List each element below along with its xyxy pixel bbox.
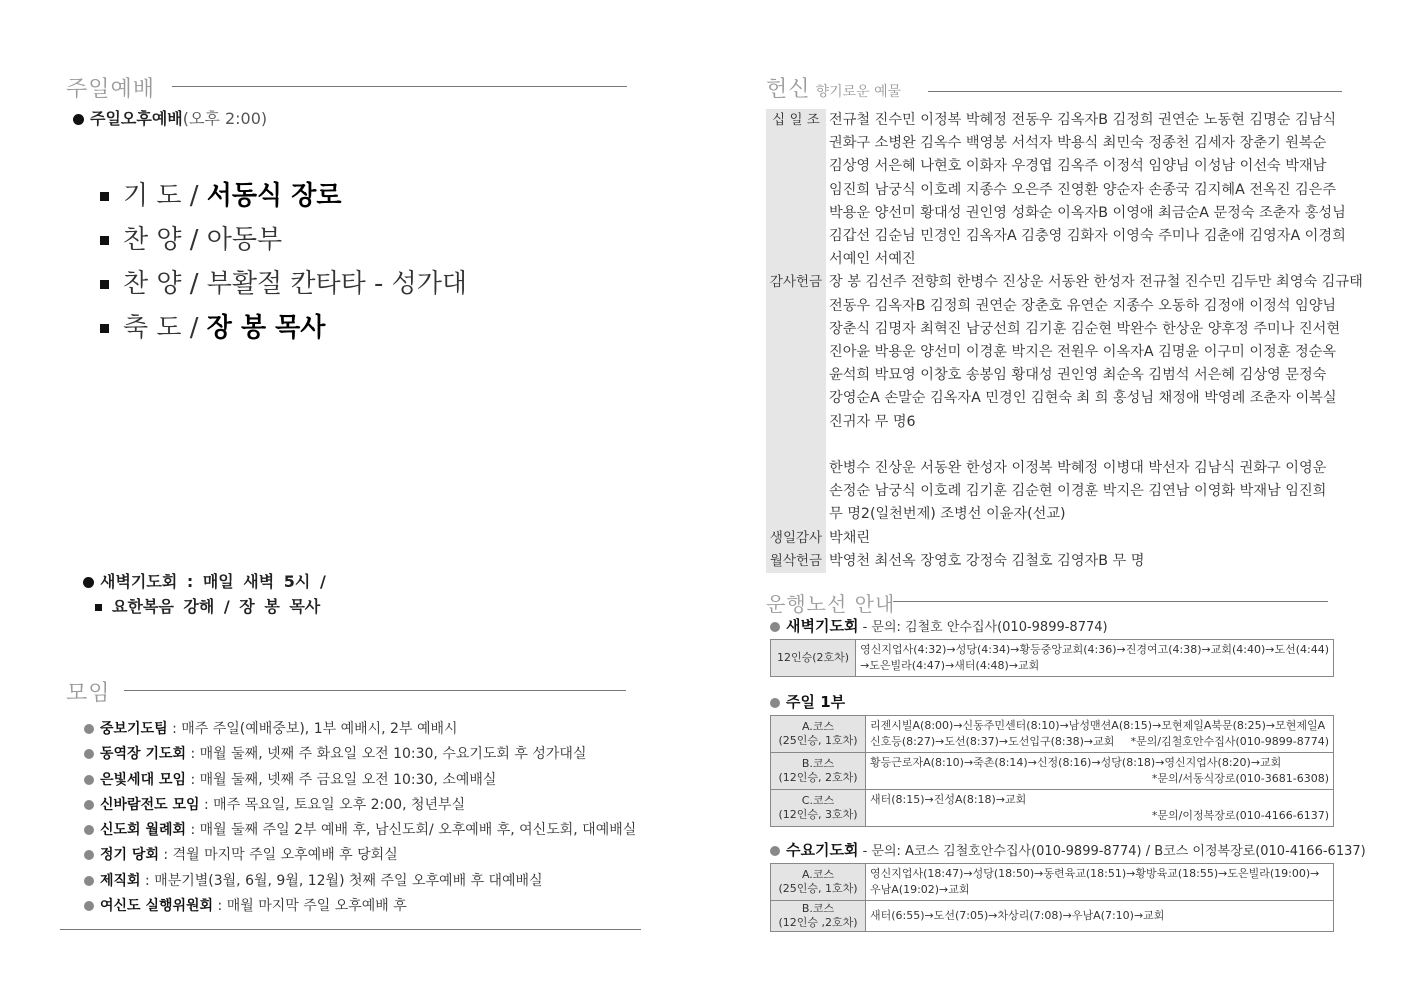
section-divider xyxy=(893,601,1328,602)
route-stops xyxy=(856,640,1334,677)
route-label xyxy=(771,753,866,790)
offering-line: 서예인 서예진 xyxy=(829,251,916,268)
bullet-icon xyxy=(73,114,84,125)
route-name: 새벽기도회 xyxy=(786,617,859,635)
offering-row xyxy=(766,527,1346,550)
route-row xyxy=(771,901,1334,932)
route-label-line: (12인승 ,2호차) xyxy=(778,916,858,929)
offering-label: 십 일 조 xyxy=(766,109,826,271)
route-line: 새터(8:15)→진성A(8:18)→교회 xyxy=(870,793,1027,806)
bus-routes-title: 운행노선 안내 xyxy=(766,592,896,616)
meeting-item xyxy=(84,869,636,894)
route-stops xyxy=(866,716,1334,753)
service-name: 주일오후예배 xyxy=(90,109,183,128)
bullet-icon xyxy=(84,876,94,886)
route-contact: - 문의: 김철호 안수집사(010-9899-8774) xyxy=(858,620,1108,635)
meeting-name: 여신도 실행위원회 xyxy=(100,898,214,915)
meeting-name: 동역장 기도회 xyxy=(100,746,187,763)
order-role: 축 도 / xyxy=(123,313,207,343)
section-divider xyxy=(124,690,626,691)
square-bullet-icon xyxy=(100,192,109,201)
route-label xyxy=(771,790,866,827)
bullet-icon xyxy=(770,622,780,632)
bullet-icon xyxy=(84,825,94,835)
route-table xyxy=(770,863,1334,932)
meeting-item xyxy=(84,818,636,843)
sunday-worship-title: 주일예배 xyxy=(66,77,156,102)
offering-line: 강영순A 손말순 김옥자A 민경인 김현숙 최 희 홍성님 채정애 박영례 조춘자 이복실 xyxy=(829,390,1337,407)
route-note: *문의/서동식장로(010-3681-6308) xyxy=(1151,772,1329,785)
route-label-line: B.코스 xyxy=(801,757,835,770)
route-line: →도은빌라(4:47)→새터(4:48)→교회 xyxy=(860,659,1040,672)
square-bullet-icon xyxy=(100,324,109,333)
route-line: 신호등(8:27)→도선(8:37)→도선입구(8:38)→교회 *문의/김철호안수집사(010-9899-8774) xyxy=(870,735,1329,748)
offering-line: 권화구 소병완 김옥수 백영봉 서석자 박용식 최민숙 정종천 김세자 장춘기 원복순 xyxy=(829,135,1327,152)
meeting-name: 신바람전도 모임 xyxy=(100,796,200,813)
offering-row xyxy=(766,550,1346,573)
route-stops xyxy=(866,864,1334,901)
offering-row xyxy=(766,271,1363,526)
meeting-item xyxy=(84,742,636,767)
route-note: *문의/김철호안수집사(010-9899-8774) xyxy=(1130,735,1329,748)
route-line: 영신지업사(18:47)→성당(18:50)→동련육교(18:51)→황방육교(18:55)→도은빌라(19:00)→ xyxy=(870,867,1320,880)
order-person: 서동식 장로 xyxy=(206,181,342,211)
order-item xyxy=(100,218,467,262)
order-item xyxy=(100,262,467,306)
meeting-item xyxy=(84,717,636,742)
route-stops xyxy=(866,753,1334,790)
meeting-desc: : 매월 둘째, 넷째 주 금요일 오전 10:30, 소예배실 xyxy=(186,771,497,788)
bullet-icon xyxy=(83,577,94,588)
meeting-item xyxy=(84,793,636,818)
meeting-name: 중보기도팀 xyxy=(100,721,168,737)
route-label-line: (25인승, 1호차) xyxy=(778,882,858,895)
square-bullet-icon xyxy=(95,604,102,611)
bullet-icon xyxy=(84,901,94,911)
dawn-prayer-title: 새벽기도회 : 매일 새벽 5시 / xyxy=(100,572,326,591)
route-row xyxy=(771,640,1334,677)
route-table xyxy=(770,639,1334,677)
bottom-divider xyxy=(60,929,641,930)
order-role: 찬 양 / 부활절 칸타타 - 성가대 xyxy=(123,269,468,299)
route-label-line: (25인승, 1호차) xyxy=(778,734,858,747)
offering-line: 김상영 서은혜 나현호 이화자 우경엽 김옥주 이정석 임양님 이성남 이선숙 박재남 xyxy=(829,158,1327,175)
offering-line: 임진희 남궁식 이호례 지종수 오은주 진영환 양순자 손종국 김지혜A 전옥진 김은주 xyxy=(829,181,1337,198)
bullet-icon xyxy=(770,698,780,708)
offering-line: 김갑선 김순님 민경인 김옥자A 김충영 김화자 이영숙 주미나 김춘애 김영자A 이경희 xyxy=(829,228,1346,245)
route-label-line: A.코스 xyxy=(801,868,835,881)
route-label xyxy=(771,640,856,677)
meeting-desc: : 매주 목요일, 토요일 오후 2:00, 청년부실 xyxy=(199,796,466,813)
route-label-line: A.코스 xyxy=(801,720,835,733)
meeting-name: 신도회 월례회 xyxy=(100,822,187,839)
meeting-item xyxy=(84,768,636,793)
offering-line xyxy=(829,434,1363,457)
square-bullet-icon xyxy=(100,236,109,245)
route-stops xyxy=(866,901,1334,932)
offering-names xyxy=(826,550,1144,573)
offering-line: 박영천 최선옥 장영호 강정숙 김철호 김영자B 무 명 xyxy=(829,552,1145,569)
offering-line: 한병수 진상운 서동완 한성자 이정복 박혜정 이병대 박선자 김남식 권화구 이영운 xyxy=(829,460,1327,477)
dawn-prayer xyxy=(83,569,326,617)
bullet-icon xyxy=(84,850,94,860)
meeting-item xyxy=(84,894,636,919)
route-label xyxy=(771,901,866,932)
route-label-line: (12인승, 2호차) xyxy=(778,771,858,784)
offering-line: 무 명2(일천번제) 조병선 이윤자(선교) xyxy=(829,506,1066,523)
order-role: 기 도 / xyxy=(123,181,207,211)
route-row xyxy=(771,716,1334,753)
offering-line: 장춘식 김명자 최혁진 남궁선희 김기훈 김순현 박완수 한상운 양후정 주미나 진서현 xyxy=(829,320,1341,337)
route-row xyxy=(771,753,1334,790)
offering-row xyxy=(766,109,1346,271)
meeting-name: 정기 당회 xyxy=(100,847,159,864)
route-line: 우남A(19:02)→교회 xyxy=(870,883,970,896)
offering-names xyxy=(826,109,1346,271)
route-line: 새터(6:55)→도선(7:05)→차상리(7:08)→우남A(7:10)→교회 xyxy=(870,909,1165,922)
offering-line: 진아윤 박용운 양선미 이경훈 박지은 전원우 이옥자A 김명윤 이구미 이정훈 정순옥 xyxy=(829,344,1337,361)
meeting-desc: : 매월 마지막 주일 오후예배 후 xyxy=(213,898,407,915)
bus-routes xyxy=(770,615,1366,932)
meeting-desc: : 격월 마지막 주일 오후예배 후 당회실 xyxy=(158,847,398,864)
route-note: *문의/이정복장로(010-4166-6137) xyxy=(1151,809,1329,822)
bullet-icon xyxy=(84,775,94,785)
offering-label: 감사헌금 xyxy=(766,271,826,526)
route-label xyxy=(771,716,866,753)
order-role: 찬 양 / 아동부 xyxy=(123,225,283,255)
route-name: 수요기도회 xyxy=(786,841,859,859)
route-row xyxy=(771,790,1334,827)
section-divider xyxy=(172,86,627,87)
meetings-title: 모임 xyxy=(66,681,111,706)
route-table xyxy=(770,715,1334,827)
offering-line: 손정순 남궁식 이호례 김기훈 김순현 이경훈 박지은 김연남 이영화 박재남 임진희 xyxy=(829,483,1327,500)
route-label-line: 12인승(2호차) xyxy=(776,651,850,664)
section-divider xyxy=(928,91,1342,92)
route-row xyxy=(771,864,1334,901)
route-name: 주일 1부 xyxy=(786,693,846,711)
order-item xyxy=(100,174,467,218)
offering-list xyxy=(766,109,1363,573)
bullet-icon xyxy=(770,846,780,856)
offering-line: 전동우 김옥자B 김정희 권연순 장춘호 유연순 지종수 오동하 김정애 이정석 임양님 xyxy=(829,297,1337,314)
offering-line: 윤석희 박묘영 이창호 송봉임 황대성 권인영 최순옥 김범석 서은혜 김상영 문정숙 xyxy=(829,367,1327,384)
offering-line: 전규철 진수민 이정복 박혜정 전동우 김옥자B 김정희 권연순 노동현 김명순 김남식 xyxy=(829,112,1337,128)
offering-line: 장 봉 김선주 전향희 한병수 진상운 서동완 한성자 전규철 진수민 김두만 최영숙 김규태 xyxy=(829,274,1363,291)
meeting-name: 은빛세대 모임 xyxy=(100,771,187,788)
route-contact: - 문의: A코스 김철호안수집사(010-9899-8774) / B코스 이정복장로(010-4166-6137) xyxy=(858,844,1366,859)
meeting-item xyxy=(84,843,636,868)
bullet-icon xyxy=(84,724,94,734)
route-line: 영신지업사(4:32)→성당(4:34)→황등중앙교회(4:36)→진경여고(4:38)→교회(4:40)→도선(4:44) xyxy=(860,643,1329,656)
square-bullet-icon xyxy=(100,280,109,289)
meeting-desc: : 매분기별(3월, 6월, 9월, 12월) 첫째 주일 오후예배 후 대예배실 xyxy=(140,872,543,889)
offering-label: 생일감사 xyxy=(766,527,826,550)
route-header xyxy=(770,615,1335,636)
offering-line: 박채린 xyxy=(829,529,871,546)
bullet-icon xyxy=(84,749,94,759)
dawn-prayer-sub: 요한복음 강해 / 장 봉 목사 xyxy=(112,597,321,616)
service-header xyxy=(73,106,267,129)
offering-header xyxy=(766,72,901,103)
offering-line: 진귀자 무 명6 xyxy=(829,413,916,430)
order-person: 장 봉 목사 xyxy=(206,313,326,343)
offering-line: 박용운 양선미 황대성 권인영 성화순 이옥자B 이영애 최금순A 문정숙 조춘자 홍성님 xyxy=(829,204,1346,221)
route-label-line: C.코스 xyxy=(801,794,835,807)
meeting-name: 제직회 xyxy=(100,872,141,889)
meeting-desc: : 매월 둘째 주일 2부 예배 후, 남신도회/ 오후예배 후, 여신도회, 대예배실 xyxy=(186,822,637,839)
offering-subtitle: 향기로운 예물 xyxy=(815,84,902,100)
route-line: 황등근로자A(8:10)→죽촌(8:14)→신정(8:16)→성당(8:18)→영신지업사(8:20)→교회 xyxy=(870,756,1282,769)
offering-names xyxy=(826,527,870,550)
offering-title: 헌신 xyxy=(766,77,811,102)
order-of-service xyxy=(100,174,467,350)
bullet-icon xyxy=(84,800,94,810)
route-stops xyxy=(866,790,1334,827)
route-header xyxy=(770,691,1335,712)
route-label xyxy=(771,864,866,901)
offering-label: 월삭헌금 xyxy=(766,550,826,573)
meeting-desc: : 매주 주일(예배중보), 1부 예배시, 2부 예배시 xyxy=(167,721,458,737)
order-item xyxy=(100,306,467,350)
meetings-list xyxy=(84,717,636,919)
route-label-line: B.코스 xyxy=(801,902,835,915)
service-time: (오후 2:00) xyxy=(182,109,268,128)
offering-names xyxy=(826,271,1363,526)
route-header xyxy=(770,839,1366,860)
route-label-line: (12인승, 3호차) xyxy=(778,808,858,821)
route-line: 리젠시빌A(8:00)→신동주민센터(8:10)→남성맨션A(8:15)→모현제일A북문(8:25)→모현제일A xyxy=(870,719,1326,732)
meeting-desc: : 매월 둘째, 넷째 주 화요일 오전 10:30, 수요기도회 후 성가대실 xyxy=(186,746,587,763)
